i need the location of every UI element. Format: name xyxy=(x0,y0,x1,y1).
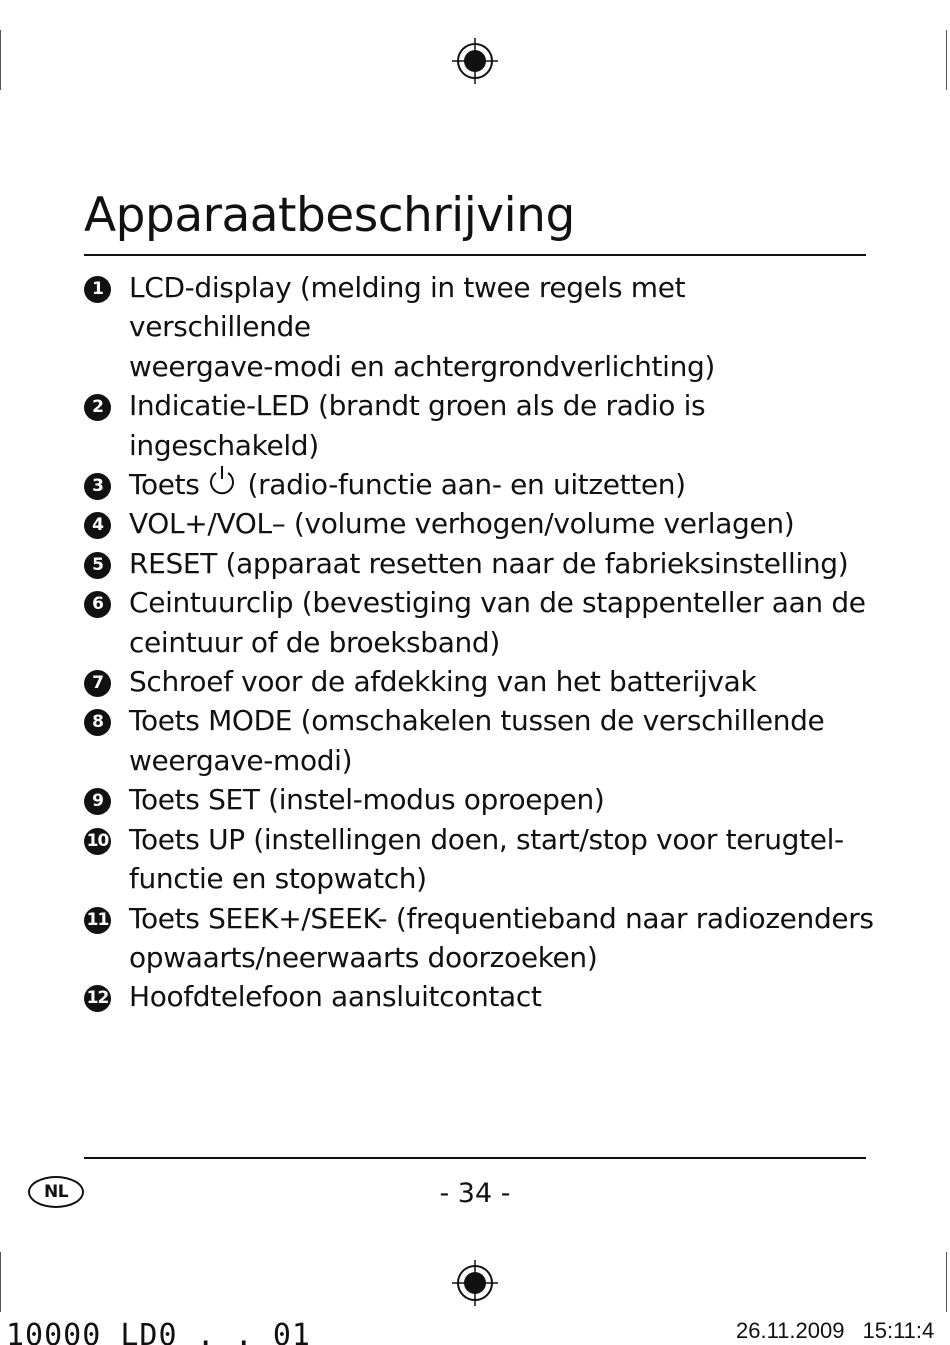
list-item xyxy=(84,662,874,701)
crop-mark-right-bottom xyxy=(946,1252,947,1312)
item-text-line: Toets SET (instel-modus oproepen) xyxy=(129,783,605,817)
item-text-line: Toets SEEK+/SEEK- (frequentieband naar radiozenders xyxy=(129,901,874,935)
item-number-badge: 4 xyxy=(84,512,111,539)
item-number-badge: 11 xyxy=(84,907,111,934)
language-badge: NL xyxy=(28,1176,84,1208)
print-slug-date: 26.11.2009 xyxy=(736,1318,845,1343)
item-text-line: weergave-modi) xyxy=(129,743,353,777)
item-text-line: Ceintuurclip (bevestiging van de stappenteller aan de xyxy=(129,586,866,620)
list-item xyxy=(84,701,874,780)
item-text-line: Toets MODE (omschakelen tussen de verschillende xyxy=(129,704,825,738)
item-text-line: Schroef voor de afdekking van het batterijvak xyxy=(129,665,757,699)
item-number-badge: 7 xyxy=(84,670,111,697)
item-text-line: ceintuur of de broeksband) xyxy=(129,625,500,659)
item-text-line: Indicatie-LED (brandt groen als de radio is ingeschakeld) xyxy=(129,389,706,462)
print-slug-filename: 10000 LD0 . . 01 xyxy=(6,1318,311,1345)
title-divider xyxy=(84,254,866,256)
item-text-line: VOL+/VOL– (volume verhogen/volume verlagen) xyxy=(129,507,795,541)
item-text-line: functie en stopwatch) xyxy=(129,862,427,896)
item-number-badge: 9 xyxy=(84,788,111,815)
crop-mark-right-top xyxy=(946,30,947,90)
item-text-line: LCD-display (melding in twee regels met verschillende xyxy=(129,271,686,344)
section-title: Apparaatbeschrijving xyxy=(84,188,575,243)
item-text-line: Toets xyxy=(129,468,200,502)
item-number-badge: 3 xyxy=(84,473,111,500)
crop-mark-left-top xyxy=(0,30,1,90)
print-slug-time: 15:11:4 xyxy=(862,1318,935,1343)
item-text-line: weergave-modi en achtergrondverlichting) xyxy=(129,349,715,383)
list-item xyxy=(84,465,874,504)
item-number-badge: 10 xyxy=(84,828,111,855)
item-number-badge: 12 xyxy=(84,985,111,1012)
item-text-line: Toets UP (instellingen doen, start/stop voor terugtel- xyxy=(129,822,844,856)
print-slug-timestamp xyxy=(736,1318,934,1344)
item-text-line: (radio-functie aan- en uitzetten) xyxy=(247,468,686,502)
list-item xyxy=(84,268,874,386)
device-description-list xyxy=(84,268,874,1017)
list-item xyxy=(84,780,874,819)
list-item xyxy=(84,820,874,899)
item-number-badge: 2 xyxy=(84,394,111,421)
item-number-badge: 5 xyxy=(84,552,111,579)
list-item xyxy=(84,386,874,465)
list-item xyxy=(84,583,874,662)
list-item xyxy=(84,899,874,978)
footer-divider xyxy=(84,1157,866,1159)
item-number-badge: 1 xyxy=(84,276,111,303)
page-number: - 34 - xyxy=(439,1178,511,1209)
crop-mark-left-bottom xyxy=(0,1252,1,1312)
list-item xyxy=(84,544,874,583)
item-text-line: Hoofdtelefoon aansluitcontact xyxy=(129,980,542,1014)
item-text-line: opwaarts/neerwaarts doorzoeken) xyxy=(129,940,598,974)
registration-mark-icon xyxy=(452,38,498,84)
list-item xyxy=(84,977,874,1016)
power-icon xyxy=(206,466,238,496)
list-item xyxy=(84,504,874,543)
item-number-badge: 6 xyxy=(84,591,111,618)
item-number-badge: 8 xyxy=(84,709,111,736)
item-text-line: RESET (apparaat resetten naar de fabrieksinstelling) xyxy=(129,546,849,580)
registration-mark-icon xyxy=(452,1260,498,1306)
